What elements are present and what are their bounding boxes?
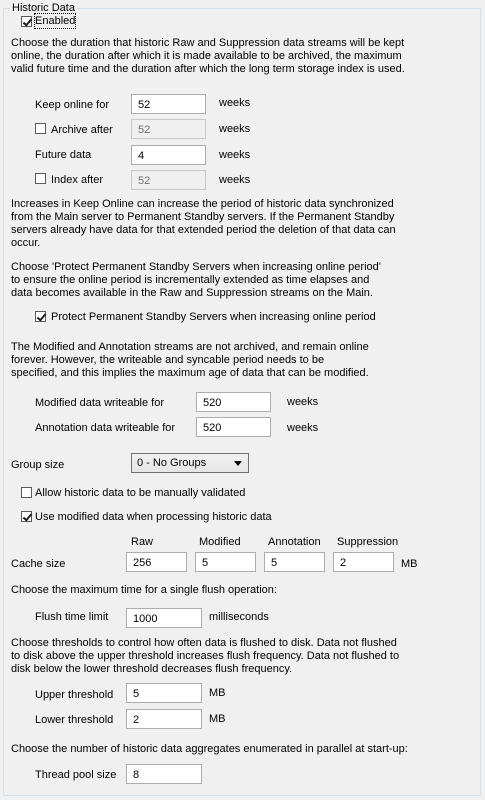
use-modified-label[interactable]: Use modified data when processing historic data xyxy=(35,511,272,523)
enabled-checkbox[interactable] xyxy=(21,16,32,27)
lower-threshold-unit: MB xyxy=(209,713,226,725)
enabled-label[interactable]: Enabled xyxy=(35,15,76,27)
allow-validate-checkbox[interactable] xyxy=(21,487,32,498)
cache-size-label: Cache size xyxy=(11,558,66,570)
modified-writeable-unit: weeks xyxy=(287,396,319,408)
cache-header-annotation: Annotation xyxy=(268,536,321,548)
protect-standby-checkbox[interactable] xyxy=(35,311,46,322)
cache-raw-input[interactable] xyxy=(126,552,187,572)
index-after-label: Index after xyxy=(51,174,103,186)
modified-writeable-input[interactable] xyxy=(196,392,271,412)
protect-text: Choose 'Protect Permanent Standby Servers when increasing online period' to ensure the online period is incrementally extended as time elapses and data becomes available in the Raw and Suppression streams on the Main. xyxy=(11,261,381,299)
keep-online-input[interactable] xyxy=(131,94,206,114)
group-title: Historic Data xyxy=(12,2,75,14)
cache-header-suppression: Suppression xyxy=(337,536,399,548)
modified-text: The Modified and Annotation streams are not archived, and remain online forever. However, the writeable and syncable period needs to be specified, and this implies the maximum age of data that can be modified. xyxy=(11,341,369,379)
increase-text: Increases in Keep Online can increase the period of historic data synchronized from the Main server to Permanent Standby servers. If the Permanent Standby servers already have data for that extended period the deletion of that data can occur. xyxy=(11,198,396,249)
index-after-input[interactable] xyxy=(131,170,206,190)
cache-annotation-input[interactable] xyxy=(264,552,325,572)
archive-after-label: Archive after xyxy=(51,124,113,136)
intro-text: Choose the duration that historic Raw and Suppression data streams will be kept online, the duration after which it is made available to be archived, the maximum valid future time and the duration after which the long term storage index is used. xyxy=(11,37,405,75)
future-data-unit: weeks xyxy=(219,149,251,161)
allow-validate-label[interactable]: Allow historic data to be manually validated xyxy=(35,487,246,499)
group-size-value: 0 - No Groups xyxy=(137,457,207,469)
lower-threshold-input[interactable] xyxy=(126,709,202,729)
lower-threshold-label: Lower threshold xyxy=(35,714,114,726)
upper-threshold-input[interactable] xyxy=(126,683,202,703)
archive-after-unit: weeks xyxy=(219,123,251,135)
cache-header-raw: Raw xyxy=(131,536,154,548)
chevron-down-icon xyxy=(234,461,242,466)
thread-pool-input[interactable] xyxy=(126,764,202,784)
archive-after-input[interactable] xyxy=(131,119,206,139)
thread-pool-label: Thread pool size xyxy=(35,769,117,781)
protect-standby-label[interactable]: Protect Permanent Standby Servers when increasing online period xyxy=(51,311,376,323)
annotation-writeable-input[interactable] xyxy=(196,417,271,437)
future-data-label: Future data xyxy=(35,149,92,161)
index-after-checkbox[interactable] xyxy=(35,173,46,184)
archive-after-checkbox[interactable] xyxy=(35,123,46,134)
threshold-text: Choose thresholds to control how often data is flushed to disk. Data not flushed to disk above the upper threshold increases flush frequency. Data not flushed to disk below the lower threshold decreases flush frequency. xyxy=(11,637,400,675)
aggregate-text: Choose the number of historic data aggregates enumerated in parallel at start-up: xyxy=(11,743,408,755)
cache-suppression-input[interactable] xyxy=(333,552,394,572)
flush-limit-unit: milliseconds xyxy=(209,611,269,623)
index-after-unit: weeks xyxy=(219,174,251,186)
cache-header-modified: Modified xyxy=(199,536,241,548)
annotation-writeable-unit: weeks xyxy=(287,422,319,434)
cache-modified-input[interactable] xyxy=(195,552,256,572)
upper-threshold-label: Upper threshold xyxy=(35,689,114,701)
keep-online-label: Keep online for xyxy=(35,99,109,111)
use-modified-checkbox[interactable] xyxy=(21,511,32,522)
keep-online-unit: weeks xyxy=(219,97,251,109)
modified-writeable-label: Modified data writeable for xyxy=(35,397,165,409)
flush-text: Choose the maximum time for a single flush operation: xyxy=(11,584,277,596)
upper-threshold-unit: MB xyxy=(209,687,226,699)
group-size-select[interactable] xyxy=(131,453,249,473)
flush-limit-input[interactable] xyxy=(126,608,202,628)
future-data-input[interactable] xyxy=(131,145,206,165)
cache-unit: MB xyxy=(401,558,418,570)
annotation-writeable-label: Annotation data writeable for xyxy=(35,422,176,434)
flush-limit-label: Flush time limit xyxy=(35,611,109,623)
group-size-label: Group size xyxy=(11,459,65,471)
